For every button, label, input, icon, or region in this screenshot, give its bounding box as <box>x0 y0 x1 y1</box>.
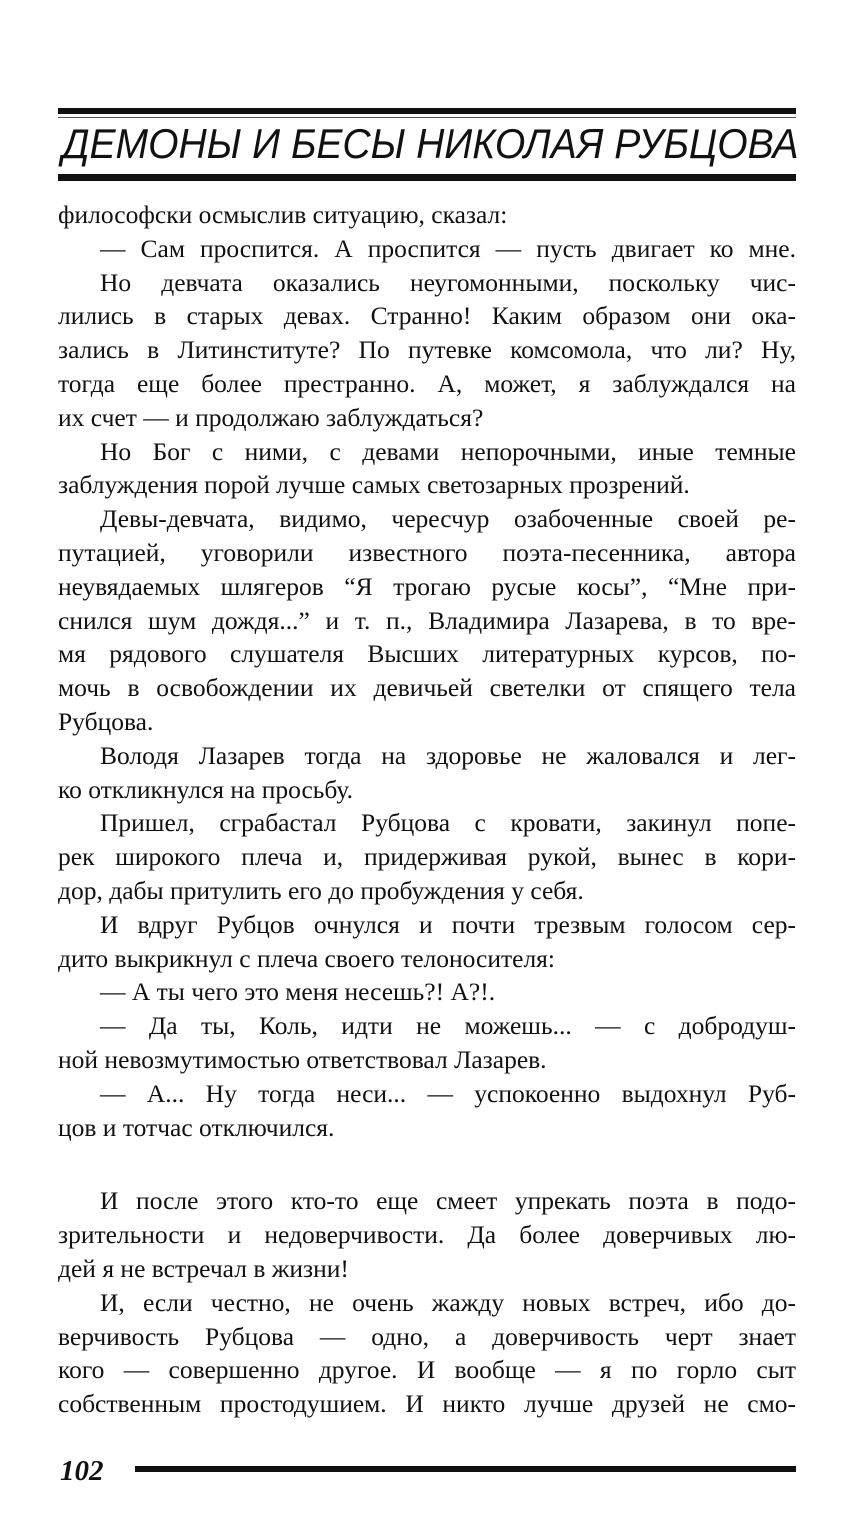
text-line: Володя Лазарев тогда на здоровье не жаловался и лег- <box>100 740 796 770</box>
text-line: зались в Литинституте? По путевке комсомола, что ли? Ну, <box>58 335 796 365</box>
running-title: ДЕМОНЫ И БЕСЫ НИКОЛАЯ РУБЦОВА <box>62 120 799 167</box>
footer-rule <box>135 1466 796 1472</box>
text-line: дей я не встречал в жизни! <box>58 1253 349 1283</box>
text-line: И после этого кто-то еще смеет упрекать поэта в подо- <box>100 1186 796 1216</box>
text-line: путацией, уговорили известного поэта-песенника, автора <box>58 537 796 567</box>
text-line: — Сам проспится. А проспится — пусть двигает ко мне. <box>100 233 796 263</box>
text-line: Рубцова. <box>58 706 154 736</box>
text-line: Пришел, сграбастал Рубцова с кровати, закинул попе- <box>100 808 796 838</box>
text-line: неувядаемых шлягеров “Я трогаю русые косы”, “Мне при- <box>58 571 796 601</box>
text-line: тогда еще более престранно. А, может, я заблуждался на <box>58 368 796 398</box>
header-rule-bottom <box>58 174 796 181</box>
text-line: заблуждения порой лучше самых светозарных прозрений. <box>58 470 690 500</box>
text-line: дито выкрикнул с плеча своего телоносителя: <box>58 943 555 973</box>
text-line: верчивость Рубцова — одно, а доверчивость черт знает <box>58 1321 796 1351</box>
text-line: дор, дабы притулить его до пробуждения у себя. <box>58 875 584 905</box>
text-line: ко откликнулся на просьбу. <box>58 774 353 804</box>
text-line: кого — совершенно другое. И вообще — я по горло сыт <box>58 1355 796 1385</box>
text-line: лились в старых девах. Странно! Каким образом они ока- <box>58 301 796 331</box>
text-line: Девы-девчата, видимо, чересчур озабоченные своей ре- <box>100 504 796 534</box>
text-line: цов и тотчас отключился. <box>58 1112 335 1142</box>
text-line: мочь в освобождении их девичьей светелки от спящего тела <box>58 673 796 703</box>
text-line: снился шум дождя...” и т. п., Владимира Лазарева, в то вре- <box>58 605 796 635</box>
text-block-2 <box>58 1184 796 1421</box>
section-break <box>58 1144 796 1184</box>
text-line: Но девчата оказались неугомонными, поскольку чис- <box>100 267 796 297</box>
text-line: — А... Ну тогда неси... — успокоенно выдохнул Руб- <box>100 1078 796 1108</box>
text-line: — А ты чего это меня несешь?! А?!. <box>100 977 496 1007</box>
text-line: их счет — и продолжаю заблуждаться? <box>58 402 484 432</box>
text-line: И, если честно, не очень жажду новых встреч, ибо до- <box>100 1287 796 1317</box>
text-line: собственным простодушием. И никто лучше друзей не смо- <box>58 1389 796 1419</box>
text-block-1 <box>58 198 796 1144</box>
text-line: зрительности и недоверчивости. Да более доверчивых лю- <box>58 1220 796 1250</box>
text-line: И вдруг Рубцов очнулся и почти трезвым голосом сер- <box>100 909 796 939</box>
text-line: Но Бог с ними, с девами непорочными, иные темные <box>100 436 796 466</box>
text-line: — Да ты, Коль, идти не можешь... — с добродуш- <box>100 1011 796 1041</box>
text-line: философски осмыслив ситуацию, сказал: <box>58 200 508 229</box>
header-rule-top <box>58 108 796 114</box>
text-line: рек широкого плеча и, придерживая рукой, вынес в кори- <box>58 842 796 872</box>
page-number: 102 <box>60 1455 104 1487</box>
page-body <box>58 198 796 1421</box>
text-line: мя рядового слушателя Высших литературных курсов, по- <box>58 639 796 669</box>
text-line: ной невозмутимостью ответствовал Лазарев. <box>58 1044 547 1074</box>
